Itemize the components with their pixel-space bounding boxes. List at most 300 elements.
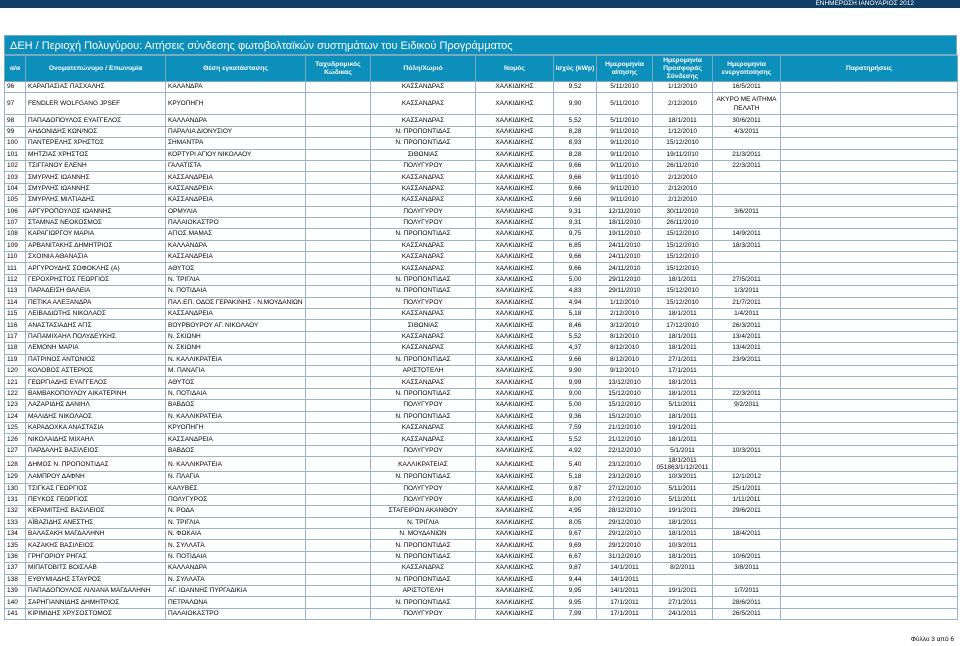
table-cell: 22/12/2010 <box>597 445 653 456</box>
table-cell: ΣΧΟΙΝΙΑ ΑΘΑΝΑΣΙΑ <box>26 252 166 263</box>
table-header <box>5 56 958 82</box>
table-cell: Ν. ΠΟΤΙΔΑΙΑ <box>166 388 306 399</box>
table-row <box>5 540 958 551</box>
table-cell <box>781 297 958 308</box>
table-cell: 18/1/2011 <box>653 309 713 320</box>
table-row <box>5 115 958 126</box>
table-cell: Ν. ΣΚΙΩΝΗ <box>166 343 306 354</box>
table-cell: 114 <box>5 297 26 308</box>
table-cell: 98 <box>5 115 26 126</box>
table-cell: ΧΑΛΚΙΔΙΚΗΣ <box>476 574 554 585</box>
table-cell: 5/11/2010 <box>597 115 653 126</box>
table-row <box>5 445 958 456</box>
table-cell: ΧΑΛΚΙΔΙΚΗΣ <box>476 183 554 194</box>
table-cell <box>781 343 958 354</box>
table-cell <box>306 506 371 517</box>
table-cell: 4,94 <box>554 297 597 308</box>
table-cell: ΧΑΛΚΙΔΙΚΗΣ <box>476 551 554 562</box>
table-cell: Ν. ΠΡΟΠΟΝΤΙΔΑΣ <box>371 388 476 399</box>
table-cell: 127 <box>5 445 26 456</box>
table-cell: 1/12/2010 <box>653 82 713 93</box>
table-cell: 9,44 <box>554 574 597 585</box>
table-cell <box>781 93 958 115</box>
table-cell <box>306 597 371 608</box>
table-cell: ΧΑΛΚΙΔΙΚΗΣ <box>476 320 554 331</box>
table-cell: ΧΑΛΚΙΔΙΚΗΣ <box>476 93 554 115</box>
table-cell: ΠΑΡΑΔΕΙΣΗ ΘΑΛΕΙΑ <box>26 286 166 297</box>
table-row <box>5 457 958 472</box>
table-cell <box>306 115 371 126</box>
table-cell: ΑΡΒΑΝΙΤΑΚΗΣ ΔΗΜΗΤΡΙΟΣ <box>26 240 166 251</box>
table-cell: 9,66 <box>554 252 597 263</box>
table-cell <box>713 172 781 183</box>
table-cell: 3/12/2010 <box>597 320 653 331</box>
table-cell: ΧΑΛΚΙΔΙΚΗΣ <box>476 160 554 171</box>
table-cell: 2/12/2010 <box>653 93 713 115</box>
table-cell: 10/3/2011 <box>713 445 781 456</box>
table-cell: 23/9/2011 <box>713 354 781 365</box>
table-cell <box>781 457 958 472</box>
table-cell: ΧΑΛΚΙΔΙΚΗΣ <box>476 506 554 517</box>
table-cell: 9,36 <box>554 411 597 422</box>
table-cell: 8,46 <box>554 320 597 331</box>
table-cell <box>781 608 958 619</box>
table-cell: ΧΑΛΚΙΔΙΚΗΣ <box>476 138 554 149</box>
table-cell <box>306 343 371 354</box>
table-cell: Ν. ΠΡΟΠΟΝΤΙΔΑΣ <box>371 551 476 562</box>
table-cell <box>306 274 371 285</box>
table-cell: 5,18 <box>554 309 597 320</box>
table-cell: 18/1/2011 <box>653 517 713 528</box>
column-header: Ταχυδρομικός Κώδικας <box>306 56 371 82</box>
table-row <box>5 286 958 297</box>
table-cell: 15/12/2010 <box>653 240 713 251</box>
table-cell: 9,95 <box>554 586 597 597</box>
table-cell <box>781 517 958 528</box>
table-cell: ΓΑΛΑΤΙΣΤΑ <box>166 160 306 171</box>
table-cell: ΛΕΙΒΑΔΙΩΤΗΣ ΝΙΚΟΛΑΟΣ <box>26 309 166 320</box>
table-cell: 96 <box>5 82 26 93</box>
table-cell: ΓΡΗΓΟΡΙΟΥ ΡΗΓΑΣ <box>26 551 166 562</box>
table-cell: 134 <box>5 529 26 540</box>
table-cell: 13/4/2011 <box>713 343 781 354</box>
table-cell: 104 <box>5 183 26 194</box>
table-row <box>5 240 958 251</box>
table-cell: ΤΣΙΓΓΑΝΟΥ ΕΛΕΝΗ <box>26 160 166 171</box>
table-cell: ΚΑΣΣΑΝΔΡΕΙΑ <box>166 195 306 206</box>
table-cell: ΛΑΖΑΡΙΔΗΣ ΔΑΝΙΗΛ <box>26 400 166 411</box>
table-cell: 97 <box>5 93 26 115</box>
table-cell <box>306 263 371 274</box>
table-cell: ΣΜΥΡΛΗΣ ΙΩΑΝΝΗΣ <box>26 172 166 183</box>
table-cell <box>781 115 958 126</box>
table-cell: ΚΑΣΣΑΝΔΡΕΙΑ <box>166 183 306 194</box>
table-cell: ΚΑΛΥΒΕΣ <box>166 483 306 494</box>
table-cell: Ν. ΤΡΙΓΛΙΑ <box>166 274 306 285</box>
table-cell <box>306 563 371 574</box>
table-cell: Ν. ΠΡΟΠΟΝΤΙΔΑΣ <box>371 354 476 365</box>
table-cell: ΒΑΒΔΟΣ <box>166 445 306 456</box>
table-cell: Ν. ΠΟΤΙΔΑΙΑ <box>166 286 306 297</box>
table-cell <box>306 445 371 456</box>
table-cell <box>781 160 958 171</box>
table-cell: ΔΗΜΟΣ Ν. ΠΡΟΠΟΝΤΙΔΑΣ <box>26 457 166 472</box>
table-cell <box>306 365 371 376</box>
table-cell: 5,52 <box>554 115 597 126</box>
table-cell <box>306 195 371 206</box>
column-header: Ημερομηνία ενεργοποίησης <box>713 56 781 82</box>
table-cell: Ν. ΤΡΙΓΛΙΑ <box>371 517 476 528</box>
table-cell: Ν. ΠΡΟΠΟΝΤΙΔΑΣ <box>371 126 476 137</box>
table-cell: Ν. ΦΩΚΑΙΑ <box>166 529 306 540</box>
table-cell: ΑΚΥΡΟ ΜΕ ΑΙΤΗΜΑ ΠΕΛΑΤΗ <box>713 93 781 115</box>
table-row <box>5 388 958 399</box>
table-cell <box>306 229 371 240</box>
table-cell: 31/12/2010 <box>597 551 653 562</box>
table-cell: ΠΑΡΑΛΙΑ ΔΙΟΝΥΣΙΟΥ <box>166 126 306 137</box>
table-cell <box>781 149 958 160</box>
table-cell: 5,00 <box>554 274 597 285</box>
table-cell: 9/11/2010 <box>597 149 653 160</box>
table-cell: 24/11/2010 <box>597 252 653 263</box>
table-cell: 21/7/2011 <box>713 297 781 308</box>
table-cell: 24/11/2010 <box>597 240 653 251</box>
table-row <box>5 574 958 585</box>
table-cell: ΠΑΠΑΜΙΧΑΗΛ ΠΟΛΥΔΕΥΚΗΣ <box>26 331 166 342</box>
table-cell: ΓΕΩΡΓΙΑΔΗΣ ΕΥΑΓΓΕΛΟΣ <box>26 377 166 388</box>
table-row <box>5 494 958 505</box>
table-cell: 131 <box>5 494 26 505</box>
table-cell: 5/11/2010 <box>597 82 653 93</box>
table-cell: ΚΑΛΛΙΚΡΑΤΕΙΑΣ <box>371 457 476 472</box>
update-label: ΕΝΗΜΕΡΩΣΗ ΙΑΝΟΥΑΡΙΟΣ 2012 <box>815 0 914 7</box>
table-cell: Ν. ΚΑΛΛΙΚΡΑΤΕΙΑ <box>166 457 306 472</box>
table-cell: ΚΑΣΣΑΝΔΡΑΣ <box>371 263 476 274</box>
table-row <box>5 586 958 597</box>
table-cell: ΧΑΛΚΙΔΙΚΗΣ <box>476 297 554 308</box>
column-header: Θέση εγκατάστασης <box>166 56 306 82</box>
table-cell: 117 <box>5 331 26 342</box>
table-cell <box>306 354 371 365</box>
table-cell: ΧΑΛΚΙΔΙΚΗΣ <box>476 229 554 240</box>
table-cell <box>781 206 958 217</box>
table-cell <box>781 551 958 562</box>
table-cell: 9,90 <box>554 93 597 115</box>
table-cell: 4,37 <box>554 343 597 354</box>
table-cell: ΚΑΣΣΑΝΔΡΑΣ <box>371 309 476 320</box>
table-cell: 8,28 <box>554 126 597 137</box>
table-cell: ΠΕΤΙΚΑ ΑΛΕΞΑΝΔΡΑ <box>26 297 166 308</box>
table-cell: 9/11/2010 <box>597 126 653 137</box>
table-cell: 2/12/2010 <box>653 183 713 194</box>
table-cell <box>713 457 781 472</box>
table-row <box>5 309 958 320</box>
table-cell: 8,00 <box>554 494 597 505</box>
table-cell: 1/7/2011 <box>713 586 781 597</box>
table-row <box>5 354 958 365</box>
table-row <box>5 263 958 274</box>
table-row <box>5 529 958 540</box>
table-cell <box>713 217 781 228</box>
table-row <box>5 563 958 574</box>
table-cell: ΑΘΥΤΟΣ <box>166 263 306 274</box>
table-cell: 115 <box>5 309 26 320</box>
table-cell: ΟΡΜΥΛΙΑ <box>166 206 306 217</box>
table-cell: ΓΕΡΟΧΡΗΣΤΟΣ ΓΕΩΡΓΙΟΣ <box>26 274 166 285</box>
table-cell: 139 <box>5 586 26 597</box>
table-cell: Ν. ΜΟΥΔΑΝΙΩΝ <box>371 529 476 540</box>
table-cell: 27/12/2010 <box>597 494 653 505</box>
table-cell: 130 <box>5 483 26 494</box>
table-cell: 106 <box>5 206 26 217</box>
table-cell: ΣΗΜΑΝΤΡΑ <box>166 138 306 149</box>
table-cell: 4,92 <box>554 445 597 456</box>
table-cell: ΠΑΝΤΕΡΕΛΗΣ ΧΡΗΣΤΟΣ <box>26 138 166 149</box>
table-row <box>5 195 958 206</box>
table-cell: ΧΑΛΚΙΔΙΚΗΣ <box>476 206 554 217</box>
table-cell: 10/3/2011 <box>653 472 713 483</box>
table-cell: 14/9/2011 <box>713 229 781 240</box>
column-header: Ισχύς (kWp) <box>554 56 597 82</box>
table-cell: 22/3/2011 <box>713 160 781 171</box>
table-cell: ΚΑΡΑΔΟΧΚΑ ΑΝΑΣΤΑΣΙΑ <box>26 422 166 433</box>
table-cell: ΚΑΡΑΓΙΩΡΓΟΥ ΜΑΡΙΑ <box>26 229 166 240</box>
table-cell: 121 <box>5 377 26 388</box>
table-cell: 5/1/2011 <box>653 445 713 456</box>
table-cell <box>306 217 371 228</box>
table-cell: ΧΑΛΚΙΔΙΚΗΣ <box>476 377 554 388</box>
table-cell: 8/12/2010 <box>597 354 653 365</box>
table-cell: ΚΙΡΙΜΙΔΗΣ ΧΡΥΣΟΣΤΟΜΟΣ <box>26 608 166 619</box>
table-cell: 103 <box>5 172 26 183</box>
table-cell: ΠΟΛΥΓΥΡΟΥ <box>371 445 476 456</box>
table-cell: ΧΑΛΚΙΔΙΚΗΣ <box>476 354 554 365</box>
table-cell: ΧΑΛΚΙΔΙΚΗΣ <box>476 388 554 399</box>
table-cell: ΑΡΓΥΡΟΥΔΗΣ ΣΟΦΟΚΛΗΣ (Α) <box>26 263 166 274</box>
table-cell <box>306 377 371 388</box>
table-cell: ΤΣΙΓΚΑΣ ΓΕΩΡΓΙΟΣ <box>26 483 166 494</box>
table-cell: ΑΓ. ΙΩΑΝΝΗΣ ΠΥΡΓΑΔΙΚΙΑ <box>166 586 306 597</box>
table-cell: ΧΑΛΚΙΔΙΚΗΣ <box>476 172 554 183</box>
table-cell: ΑΡΙΣΤΟΤΕΛΗ <box>371 586 476 597</box>
table-cell: 30/11/2010 <box>653 206 713 217</box>
table-cell <box>781 138 958 149</box>
table-cell: 135 <box>5 540 26 551</box>
table-cell: ΚΑΣΣΑΝΔΡΑΣ <box>371 252 476 263</box>
table-cell <box>781 540 958 551</box>
table-cell <box>713 517 781 528</box>
table-cell: 101 <box>5 149 26 160</box>
table-cell <box>306 309 371 320</box>
table-cell: 17/1/2011 <box>597 597 653 608</box>
table-cell: ΝΙΚΟΛΑΙΔΗΣ ΜΙΧΑΗΛ <box>26 434 166 445</box>
table-cell <box>781 240 958 251</box>
table-cell: Ν. ΚΑΛΛΙΚΡΑΤΕΙΑ <box>166 354 306 365</box>
table-row <box>5 82 958 93</box>
table-cell <box>781 274 958 285</box>
table-cell: ΧΑΛΚΙΔΙΚΗΣ <box>476 82 554 93</box>
table-cell: ΑΓΙΟΣ ΜΑΜΑΣ <box>166 229 306 240</box>
table-cell: ΠΕΤΡΑΛΩΝΑ <box>166 597 306 608</box>
table-cell: 2/12/2010 <box>653 172 713 183</box>
table-cell: 19/11/2010 <box>597 229 653 240</box>
table-cell: 123 <box>5 400 26 411</box>
table-cell: 9,75 <box>554 229 597 240</box>
table-cell <box>306 551 371 562</box>
column-header: Νομός <box>476 56 554 82</box>
table-cell: 129 <box>5 472 26 483</box>
table-cell: ΧΑΛΚΙΔΙΚΗΣ <box>476 540 554 551</box>
table-cell: ΠΟΛΥΓΥΡΟΥ <box>371 160 476 171</box>
table-cell: 3/8/2011 <box>713 563 781 574</box>
table-cell: 9/11/2010 <box>597 172 653 183</box>
table-cell <box>306 517 371 528</box>
table-cell <box>781 217 958 228</box>
table-cell: 24/1/2011 <box>653 608 713 619</box>
table-cell: 118 <box>5 343 26 354</box>
table-cell: ΠΟΛΥΓΥΡΟΣ <box>166 494 306 505</box>
table-cell <box>781 126 958 137</box>
table-cell: 29/11/2010 <box>597 286 653 297</box>
table-cell: 137 <box>5 563 26 574</box>
table-cell: ΚΕΡΑΜΙΤΣΗΣ ΒΑΣΙΛΕΙΟΣ <box>26 506 166 517</box>
table-cell: ΠΑΠΑΔΟΠΟΥΛΟΣ ΛΙΛΙΑΝΑ ΜΑΓΔΑΛΗΝΗ <box>26 586 166 597</box>
table-cell <box>781 494 958 505</box>
table-cell: Ν. ΣΥΛΛΑΤΑ <box>166 574 306 585</box>
table-cell: 16/5/2011 <box>713 82 781 93</box>
table-cell: ΚΑΣΣΑΝΔΡΕΙΑ <box>166 434 306 445</box>
table-cell: 1/12/2010 <box>653 126 713 137</box>
table-cell <box>306 320 371 331</box>
table-row <box>5 434 958 445</box>
table-cell <box>781 506 958 517</box>
table-cell: 18/1/2011 <box>653 411 713 422</box>
table-cell <box>306 160 371 171</box>
table-row <box>5 93 958 115</box>
table-cell <box>306 586 371 597</box>
table-cell: Ν. ΠΛΑΓΙΑ <box>166 472 306 483</box>
table-cell <box>781 365 958 376</box>
table-cell: 9,66 <box>554 160 597 171</box>
table-cell: 27/5/2011 <box>713 274 781 285</box>
column-header: Ονοματεπώνυμο / Επωνυμία <box>26 56 166 82</box>
table-cell: 9,52 <box>554 82 597 93</box>
table-cell: Ν. ΠΡΟΠΟΝΤΙΔΑΣ <box>371 597 476 608</box>
table-cell: ΚΑΣΣΑΝΔΡΑΣ <box>371 240 476 251</box>
table-cell: 18/1/2011 <box>653 434 713 445</box>
table-cell: 9,90 <box>554 365 597 376</box>
table-cell <box>781 388 958 399</box>
table-cell: ΚΑΣΣΑΝΔΡΑΣ <box>371 183 476 194</box>
table-cell <box>306 82 371 93</box>
table-cell: 25/1/2011 <box>713 483 781 494</box>
table-cell <box>781 574 958 585</box>
table-cell <box>781 400 958 411</box>
table-cell: Ν. ΠΡΟΠΟΝΤΙΔΑΣ <box>371 274 476 285</box>
table-cell: ΚΡΥΟΠΗΓΗ <box>166 422 306 433</box>
table-cell <box>713 574 781 585</box>
table-cell <box>713 422 781 433</box>
table-cell: Μ. ΠΑΝΑΓΙΑ <box>166 365 306 376</box>
table-cell: 21/12/2010 <box>597 434 653 445</box>
table-cell: ΧΑΛΚΙΔΙΚΗΣ <box>476 434 554 445</box>
table-cell: Ν. ΠΟΤΙΔΑΙΑ <box>166 551 306 562</box>
table-cell: 9,69 <box>554 540 597 551</box>
table-cell: 125 <box>5 422 26 433</box>
table-cell: ΚΑΛΛΑΝΔΡΑ <box>166 240 306 251</box>
table-cell: 29/12/2010 <box>597 529 653 540</box>
table-cell <box>306 172 371 183</box>
table-cell: 14/1/2011 <box>597 574 653 585</box>
table-cell: ΧΑΛΚΙΔΙΚΗΣ <box>476 597 554 608</box>
table-cell <box>781 82 958 93</box>
table-cell: 9,00 <box>554 388 597 399</box>
table-cell <box>306 286 371 297</box>
table-cell: 5,18 <box>554 472 597 483</box>
table-cell: 8/12/2010 <box>597 343 653 354</box>
table-cell: 8/2/2011 <box>653 563 713 574</box>
table-cell: 29/11/2010 <box>597 274 653 285</box>
table-cell: 7,59 <box>554 422 597 433</box>
table-cell: 30/6/2011 <box>713 115 781 126</box>
table-cell: ΚΑΣΣΑΝΔΡΑΣ <box>371 377 476 388</box>
table-cell: ΒΑΒΔΟΣ <box>166 400 306 411</box>
table-cell <box>781 331 958 342</box>
table-cell: ΚΑΣΣΑΝΔΡΕΙΑ <box>166 172 306 183</box>
table-cell: 18/1/2011 <box>653 274 713 285</box>
table-cell: ΚΑΡΑΠΑΣΙΑΣ ΠΑΣΧΑΛΗΣ <box>26 82 166 93</box>
table-cell: 17/12/2010 <box>653 320 713 331</box>
table-cell: ΚΑΣΣΑΝΔΡΑΣ <box>371 331 476 342</box>
table-cell: 138 <box>5 574 26 585</box>
table-cell <box>306 483 371 494</box>
table-cell: 9,66 <box>554 183 597 194</box>
table-cell: 12/1/2012 <box>713 472 781 483</box>
table-cell: 120 <box>5 365 26 376</box>
table-cell: 4/3/2011 <box>713 126 781 137</box>
table-cell: ΠΟΛΥΓΥΡΟΥ <box>371 608 476 619</box>
table-row <box>5 365 958 376</box>
table-cell: 9/11/2010 <box>597 195 653 206</box>
table-cell: 26/5/2011 <box>713 608 781 619</box>
table-cell: 12/11/2010 <box>597 206 653 217</box>
table-cell: 18/1/2011 <box>653 115 713 126</box>
table-cell: 9/11/2010 <box>597 138 653 149</box>
table-cell <box>781 172 958 183</box>
table-cell: 13/12/2010 <box>597 377 653 388</box>
table-cell <box>306 411 371 422</box>
table-cell: 18/1/2011 <box>653 551 713 562</box>
table-cell: ΠΕΥΚΟΣ ΓΕΩΡΓΙΟΣ <box>26 494 166 505</box>
table-cell: 13/4/2011 <box>713 331 781 342</box>
table-cell: 23/12/2010 <box>597 472 653 483</box>
table-cell: 141 <box>5 608 26 619</box>
table-cell: 15/12/2010 <box>597 400 653 411</box>
table-cell: ΠΟΛΥΓΥΡΟΥ <box>371 494 476 505</box>
table-cell <box>713 365 781 376</box>
table-cell: ΚΑΖΑΚΗΣ ΒΑΣΙΛΕΙΟΣ <box>26 540 166 551</box>
table-cell <box>306 252 371 263</box>
table-cell <box>306 126 371 137</box>
table-cell: 7,99 <box>554 608 597 619</box>
table-cell <box>306 574 371 585</box>
table-cell: 24/11/2010 <box>597 263 653 274</box>
table-cell: 27/1/2011 <box>653 354 713 365</box>
table-cell: ΚΑΣΣΑΝΔΡΑΣ <box>371 115 476 126</box>
table-cell: 6,85 <box>554 240 597 251</box>
table-cell: ΧΑΛΚΙΔΙΚΗΣ <box>476 195 554 206</box>
column-header: α/α <box>5 56 26 82</box>
